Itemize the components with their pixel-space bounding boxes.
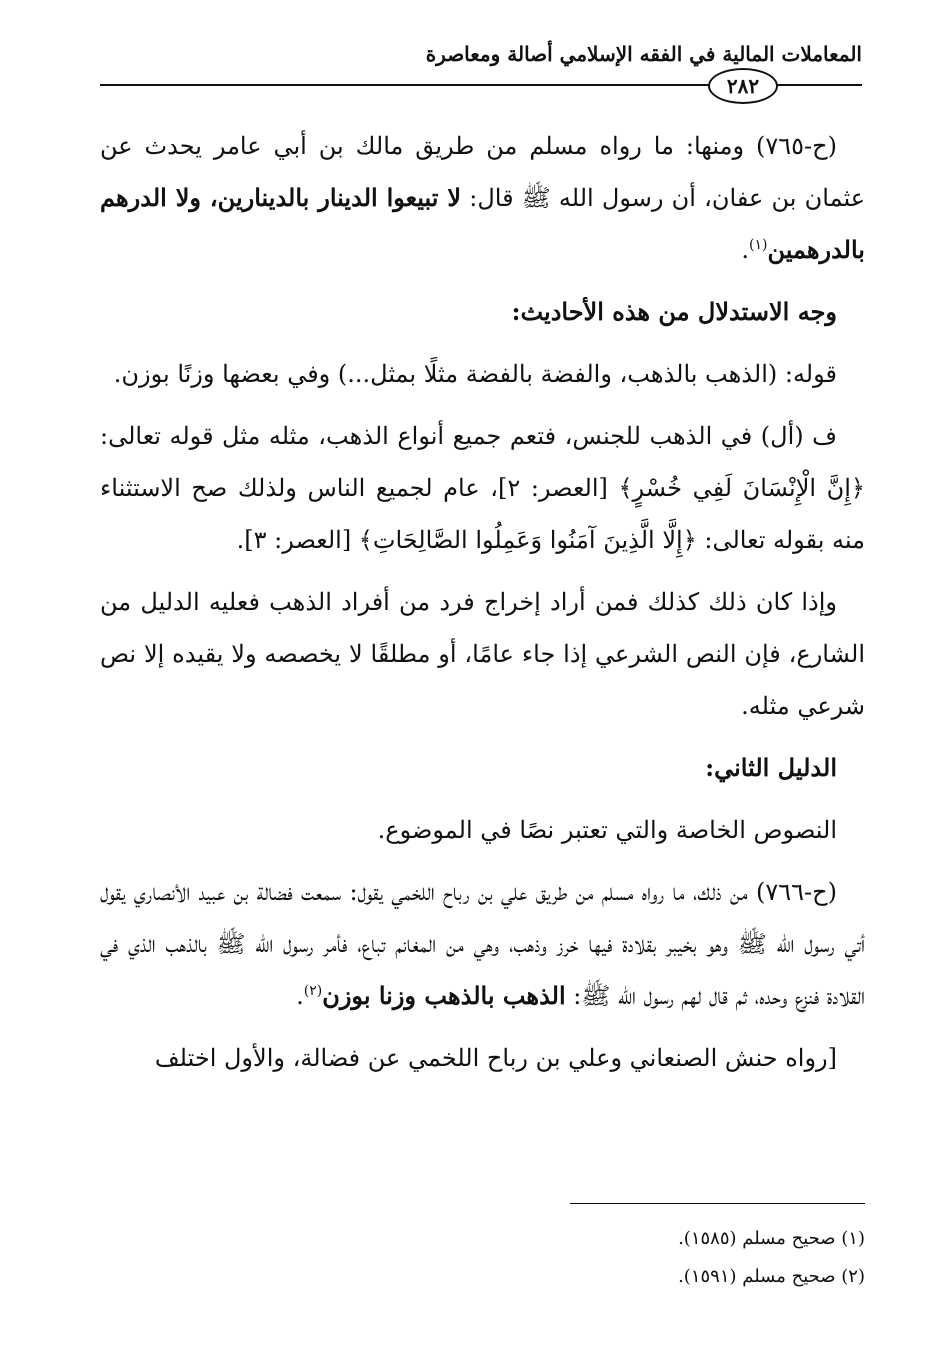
evidence-paragraph-3: وإذا كان ذلك كذلك فمن أراد إخراج فرد من أفراد الذهب فعليه الدليل من الشارع، فإن النص الشرعي إذا جاء عامًا، أو مطلقًا لا يخصصه ولا يقيده إلا نص شرعي مثله. bbox=[100, 588, 865, 720]
hadith-765-text: (ح-٧٦٥) ومنها: ما رواه مسلم من طريق مالك بن أبي عامر يحدث عن عثمان بن عفان، أن رسول الله ﷺ قال: bbox=[100, 132, 866, 212]
page-header bbox=[100, 38, 862, 98]
book-title: المعاملات المالية في الفقه الإسلامي أصالة ومعاصرة bbox=[425, 42, 862, 66]
hadith-765-quote: لا تبيعوا الدينار بالدينارين، ولا الدرهم بالدرهمين bbox=[100, 183, 865, 264]
footnote-1: (١) صحيح مسلم (١٥٨٥). bbox=[678, 1228, 865, 1249]
evidence-paragraph-2: ف (أل) في الذهب للجنس، فتعم جميع أنواع الذهب، مثله مثل قوله تعالى: ﴿إِنَّ الْإِنْسَانَ لَفِي خُسْرٍ﴾ [العصر: ٢]، عام لجميع الناس ولذلك صح الاستثناء منه بقوله تعالى: ﴿إِلَّا الَّذِينَ آمَنُوا وَعَمِلُوا الصَّالِحَاتِ﴾ [العصر: ٣]. bbox=[100, 422, 865, 554]
section-heading-evidence: وجه الاستدلال من هذه الأحاديث: bbox=[511, 297, 837, 326]
footnote-2: (٢) صحيح مسلم (١٥٩١). bbox=[678, 1266, 865, 1287]
section-heading-second-proof: الدليل الثاني: bbox=[705, 753, 837, 782]
hadith-765-paragraph bbox=[100, 120, 865, 276]
hadith-766-quote: الذهب بالذهب وزنا بوزن bbox=[322, 981, 566, 1010]
second-proof-intro: النصوص الخاصة والتي تعتبر نصًا في الموضوع. bbox=[377, 816, 837, 844]
hadith-766-paragraph bbox=[100, 866, 865, 1022]
footnote-ref-1: (١) bbox=[748, 237, 768, 253]
evidence-paragraph-1: قوله: (الذهب بالذهب، والفضة بالفضة مثلًا بمثل...) وفي بعضها وزنًا بوزن. bbox=[113, 360, 837, 388]
footnote-rule bbox=[570, 1203, 865, 1204]
main-text bbox=[100, 120, 865, 1094]
footnote-ref-2: (٢) bbox=[303, 983, 323, 999]
narration-paragraph: [رواه حنش الصنعاني وعلي بن رباح اللخمي عن فضالة، والأول اختلف bbox=[154, 1044, 837, 1072]
hadith-766-end: . bbox=[296, 982, 304, 1010]
footnotes bbox=[100, 1220, 865, 1296]
page-number: ٢٨٢ bbox=[708, 68, 778, 104]
hadith-765-end: . bbox=[741, 236, 749, 264]
hadith-766-text: (ح-٧٦٦) من ذلك، ما رواه مسلم من طريق علي بن رباح اللخمي يقول: سمعت فضالة بن عبيد الأنصاري يقول أتي رسول الله ﷺ وهو بخيبر بقلادة فيها خرز وذهب، وهي من المغانم تباع، فأمر رسول الله ﷺ بالذهب الذي في القلادة فنزع وحده، ثم قال لهم رسول الله ﷺ: bbox=[100, 878, 865, 1010]
